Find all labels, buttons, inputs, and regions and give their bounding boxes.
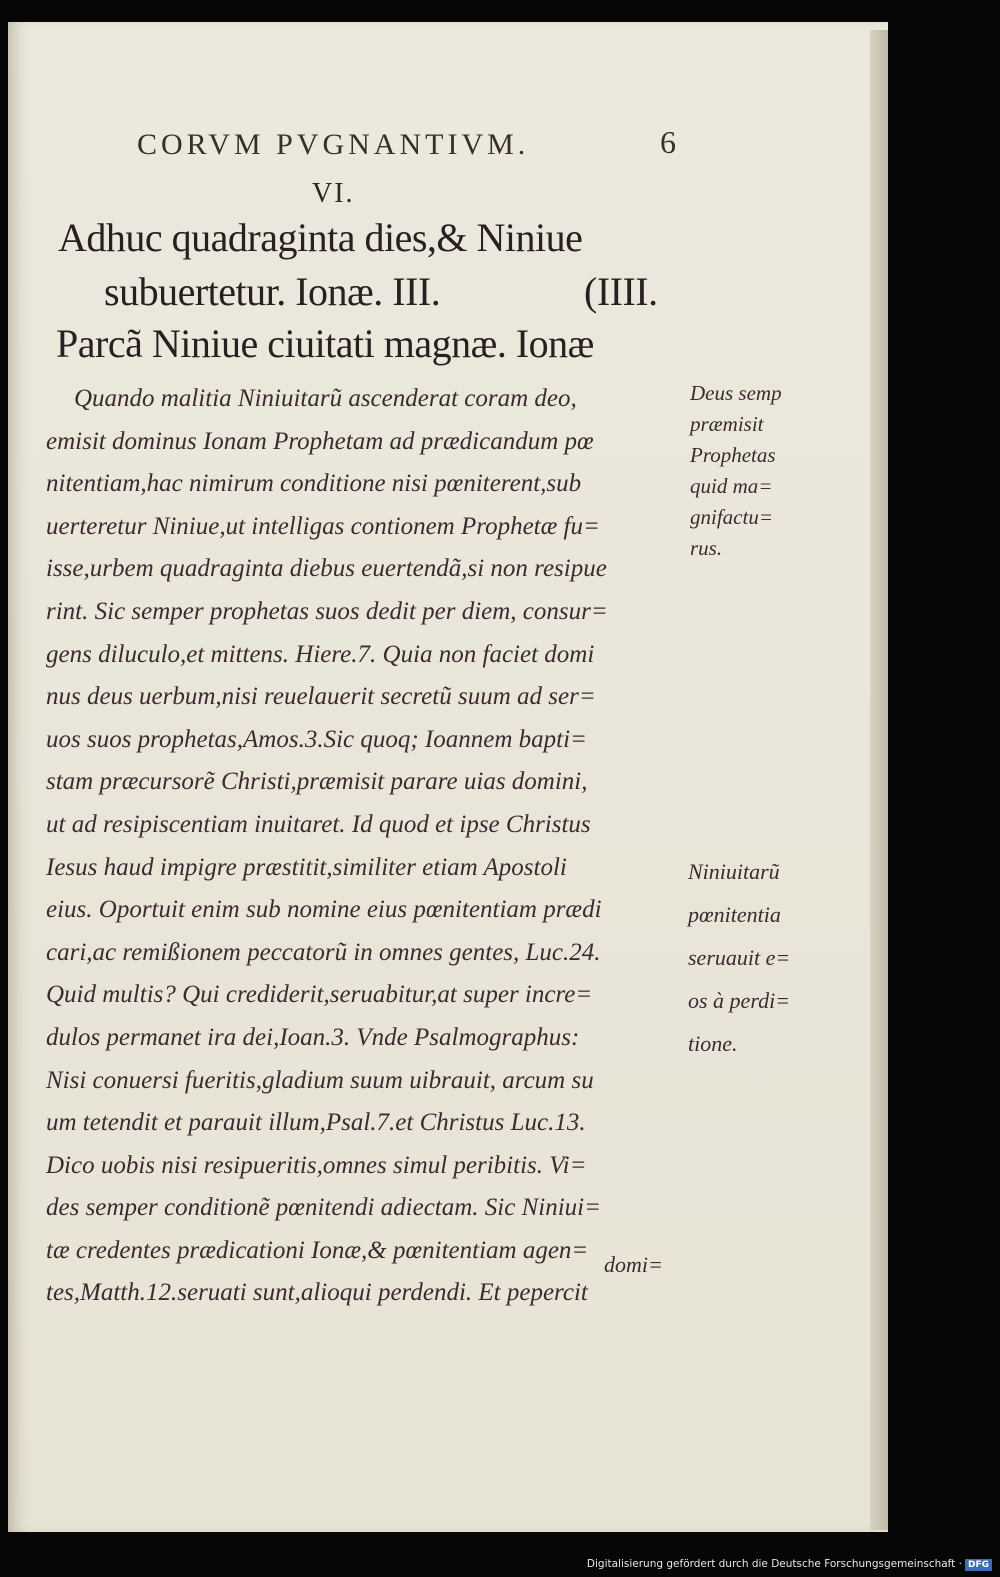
catchword: domi=: [604, 1252, 663, 1277]
body-line: tæ credentes prædicationi Ionæ,& pœnitentiam agen=: [46, 1236, 589, 1264]
margin-note-line: seruauit e=: [688, 945, 791, 970]
body-line: uos suos prophetas,Amos.3.Sic quoq; Ioannem bapti=: [46, 725, 587, 753]
margin-note-line: præmisit: [690, 412, 764, 436]
margin-note-2: [688, 850, 828, 1065]
body-line: emisit dominus Ionam Prophetam ad prædicandum pœ: [46, 427, 594, 455]
margin-note-line: pœnitentia: [688, 902, 781, 927]
body-text: [46, 378, 686, 1315]
heading-line-2-right: (IIII.: [584, 269, 658, 314]
margin-note-line: Niniuitarũ: [688, 859, 780, 884]
funding-credit: [587, 1558, 992, 1571]
body-line: Quando malitia Niniuitarũ ascenderat coram deo,: [74, 385, 577, 412]
margin-note-line: Deus semp: [690, 381, 782, 405]
margin-note-line: tione.: [688, 1031, 738, 1056]
body-line: eius. Oportuit enim sub nomine eius pœnitentiam prædi: [46, 896, 602, 924]
body-line: uerteretur Niniue,ut intelligas contionem Prophetæ fu=: [46, 512, 600, 540]
body-line: ut ad resipiscentiam inuitaret. Id quod et ipse Christus: [46, 810, 591, 838]
body-line: gens diluculo,et mittens. Hiere.7. Quia non faciet domi: [46, 640, 595, 668]
margin-note-line: Prophetas: [690, 443, 776, 467]
funding-credit-text: Digitalisierung gefördert durch die Deutsche Forschungsgemeinschaft ·: [586, 1558, 962, 1570]
margin-note-1: [690, 378, 830, 564]
body-line: rint. Sic semper prophetas suos dedit per diem, consur=: [46, 597, 608, 625]
dfg-logo: DFG: [965, 1559, 992, 1571]
margin-note-line: gnifactu=: [690, 505, 773, 529]
section-number: VI.: [312, 178, 355, 209]
body-line: nitentiam,hac nimirum conditione nisi pœniterent,sub: [46, 470, 582, 498]
margin-note-line: quid ma=: [690, 474, 773, 498]
body-line: Quid multis? Qui crediderit,seruabitur,at super incre=: [46, 981, 593, 1009]
body-line: nus deus uerbum,nisi reuelauerit secretũ suum ad ser=: [46, 683, 596, 711]
body-line: tes,Matth.12.seruati sunt,alioqui perdendi. Et pepercit: [46, 1279, 588, 1307]
margin-note-line: os à perdi=: [688, 988, 791, 1013]
body-line: dulos permanet ira dei,Ioan.3. Vnde Psalmographus:: [46, 1023, 580, 1051]
margin-note-line: rus.: [690, 536, 723, 560]
page-number: 6: [660, 124, 676, 160]
page-edge: [870, 30, 888, 1530]
heading-line-1: Adhuc quadraginta dies,& Niniue: [58, 215, 583, 260]
body-line: cari,ac remißionem peccatorũ in omnes gentes, Luc.24.: [46, 938, 601, 966]
body-line: isse,urbem quadraginta diebus euertendã,si non resipue: [46, 555, 607, 583]
body-line: Iesus haud impigre præstitit,similiter etiam Apostoli: [46, 853, 567, 881]
body-line: des semper conditionẽ pœnitendi adiectam. Sic Niniui=: [46, 1194, 601, 1222]
body-line: Dico uobis nisi resipueritis,omnes simul peribitis. Vi=: [46, 1151, 587, 1179]
body-line: stam præcursorẽ Christi,præmisit parare uias domini,: [46, 768, 588, 796]
heading-line-2: subuertetur. Ionæ. III.: [104, 269, 441, 314]
running-head: CORVM PVGNANTIVM.: [137, 128, 530, 161]
body-line: um tetendit et parauit illum,Psal.7.et Christus Luc.13.: [46, 1109, 586, 1137]
heading-line-3: Parcã Niniue ciuitati magnæ. Ionæ: [56, 321, 594, 366]
body-line: Nisi conuersi fueritis,gladium suum uibrauit, arcum su: [46, 1066, 594, 1094]
